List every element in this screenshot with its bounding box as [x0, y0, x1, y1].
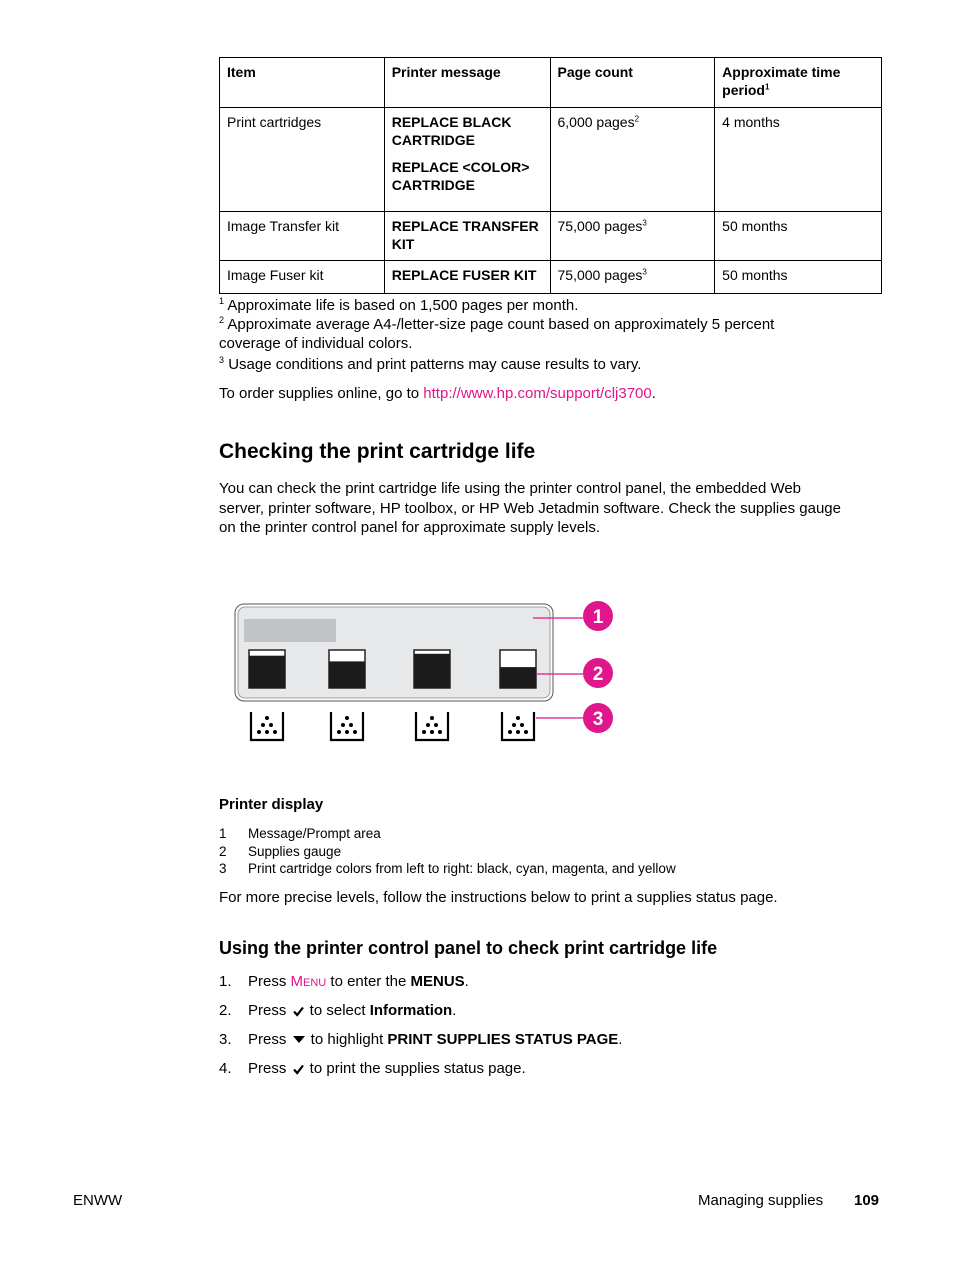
- down-arrow-icon: [293, 1036, 305, 1044]
- toner-cartridge-icon: [416, 712, 448, 740]
- checkmark-icon: [293, 1006, 304, 1017]
- footer-left: ENWW: [73, 1192, 123, 1209]
- callout-number: 3: [592, 709, 604, 730]
- cell-message: REPLACE TRANSFER KIT: [384, 212, 550, 261]
- cell-item: Print cartridges: [220, 108, 385, 212]
- callout-number: 2: [592, 664, 604, 685]
- procedure-title: Using the printer control panel to check print cartridge life: [219, 938, 718, 958]
- precise-levels-note: For more precise levels, follow the instructions below to print a supplies status page.: [219, 889, 778, 906]
- footer-section: Managing supplies: [698, 1192, 824, 1209]
- legend-item: 2 Supplies gauge: [219, 843, 342, 859]
- table-header-row: [220, 58, 882, 108]
- footnote: $^1$ Approximate life is based on 1,500 pages per month.: [219, 296, 579, 314]
- list-item: 3. Press to highlight PRINT SUPPLIES STATUS PAGE.: [219, 1031, 623, 1048]
- cell-time-period: 50 months: [715, 261, 882, 294]
- section-title: Checking the print cartridge life: [219, 440, 536, 463]
- cell-message: REPLACE BLACK CARTRIDGE REPLACE <COLOR> CARTRIDGE: [384, 108, 550, 212]
- legend-item: 1 Message/Prompt area: [219, 826, 381, 841]
- table-row: [220, 212, 882, 261]
- table-row: [220, 108, 882, 212]
- cell-page-count: 75,000 pages$^3$: [550, 212, 715, 261]
- toner-cartridge-icon: [502, 712, 534, 740]
- page-number: 109: [854, 1192, 880, 1209]
- gauge-fill: [414, 654, 450, 688]
- menu-key: Menu: [290, 973, 327, 990]
- footnote: $^3$ Usage conditions and print patterns may cause results to vary.: [219, 355, 642, 373]
- intro-paragraph: You can check the print cartridge life using the printer control panel, the embedded Web server, printer software, HP toolbox, or HP Web Jetadmin software. Check the supplies gauge on the printer control panel for approximate supply levels.: [219, 480, 841, 536]
- table-row: [220, 261, 882, 294]
- list-item: 1. Press Menu to enter the MENUS.: [219, 973, 469, 990]
- gauge-fill: [329, 661, 365, 688]
- list-item: 2. Press to select Information.: [219, 1002, 457, 1019]
- header-item: Item: [220, 58, 385, 108]
- figure-caption: Printer display: [219, 796, 324, 813]
- footnote: $^2$ Approximate average A4-/letter-size page count based on approximately 5 percent coverage of individual colors.: [219, 315, 775, 352]
- toner-cartridge-icon: [251, 712, 283, 740]
- procedure-steps: [219, 972, 622, 1088]
- list-item: 4. Press to print the supplies status page.: [219, 1060, 526, 1077]
- gauge-fill: [249, 656, 285, 688]
- cell-item: Image Transfer kit: [220, 212, 385, 261]
- toner-cartridge-icon: [331, 712, 363, 740]
- cartridge-icons: [251, 712, 534, 740]
- figure-legend: [219, 825, 676, 878]
- cell-page-count: 75,000 pages$^3$: [550, 261, 715, 294]
- order-paragraph: To order supplies online, go to http://www.hp.com/support/clj3700.: [219, 385, 656, 402]
- cell-item: Image Fuser kit: [220, 261, 385, 294]
- checkmark-icon: [293, 1064, 304, 1075]
- header-time-period: Approximate time period$^1$: [715, 58, 882, 108]
- cell-time-period: 4 months: [715, 108, 882, 212]
- supplies-table: [219, 57, 882, 294]
- legend-item: 3 Print cartridge colors from left to right: black, cyan, magenta, and yellow: [219, 861, 676, 876]
- cell-time-period: 50 months: [715, 212, 882, 261]
- order-link[interactable]: http://www.hp.com/support/clj3700: [423, 385, 652, 402]
- header-message: Printer message: [384, 58, 550, 108]
- callout-number: 1: [592, 607, 604, 628]
- cell-message: REPLACE FUSER KIT: [384, 261, 550, 294]
- printer-display-figure: [230, 595, 630, 750]
- header-page-count: Page count: [550, 58, 715, 108]
- cell-page-count: 6,000 pages$^2$: [550, 108, 715, 212]
- message-prompt-area: [244, 619, 336, 642]
- gauge-fill: [500, 667, 536, 688]
